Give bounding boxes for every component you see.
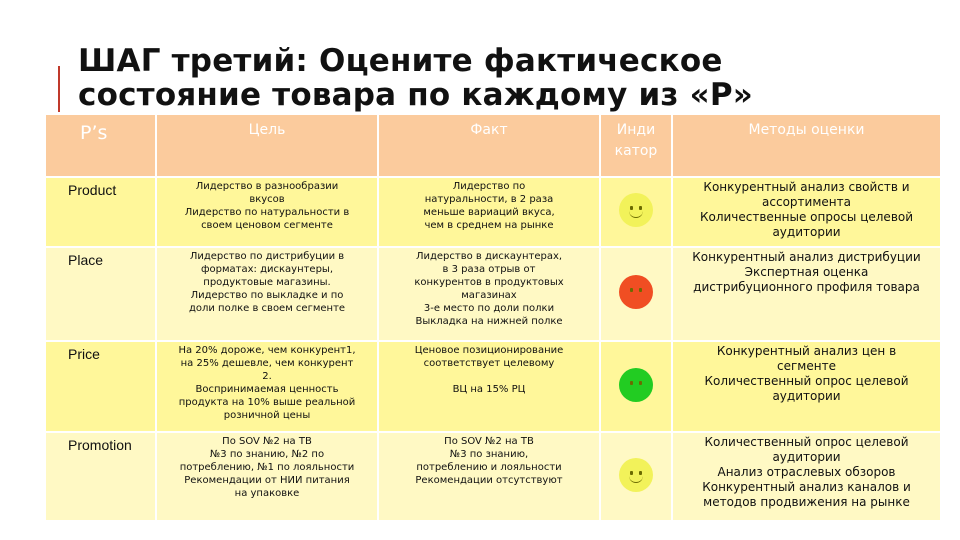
title-line-2: состояние товара по каждому из «Р»: [78, 77, 753, 113]
goal-cell-line: на 25% дешевле, чем конкурент: [180, 358, 354, 369]
p-label: Product: [45, 177, 156, 247]
p-label: Place: [45, 247, 156, 341]
yellow-face-icon: [619, 193, 653, 227]
methods-cell-line: Конкурентный анализ дистрибуции: [692, 250, 921, 264]
yellow-face-icon: [619, 458, 653, 492]
p-label: Promotion: [45, 432, 156, 521]
fact-cell-line: Выкладка на нижней полке: [415, 316, 563, 327]
goal-cell-line: Лидерство по натуральности в: [184, 207, 350, 218]
fact-cell-line: меньше вариаций вкуса,: [423, 207, 555, 218]
indicator-cell: [600, 341, 672, 432]
fact-cell-line: потреблению и лояльности: [416, 462, 562, 473]
red-face-icon: [619, 275, 653, 309]
methods-cell: [672, 247, 941, 341]
methods-cell: [672, 341, 941, 432]
header-methods: Методы оценки: [672, 114, 941, 177]
goal-cell-line: Лидерство по дистрибуции в: [189, 251, 345, 262]
fact-cell: [378, 432, 600, 521]
table-row: [45, 177, 941, 247]
header-goal: Цель: [156, 114, 378, 177]
methods-cell-line: Экспертная оценка: [744, 265, 869, 279]
fact-cell-line: конкурентов в продуктовых: [414, 277, 564, 288]
goal-cell-line: продукта на 10% выше реальной: [178, 397, 356, 408]
goal-cell-line: потреблению, №1 по лояльности: [179, 462, 355, 473]
methods-cell-line: Количественный опрос целевой: [704, 435, 909, 449]
goal-cell-line: Рекомендации от НИИ питания: [184, 475, 350, 486]
table-header-row: [45, 114, 941, 177]
fact-cell-line: соответствует целевому: [423, 358, 555, 369]
slide-title: [78, 44, 948, 112]
fact-cell-line: Лидерство по: [452, 181, 526, 192]
goal-cell-line: розничной цены: [223, 410, 311, 421]
fact-cell: [378, 177, 600, 247]
goal-cell: [156, 341, 378, 432]
goal-cell-line: По SOV №2 на ТВ: [222, 436, 312, 447]
goal-cell: [156, 432, 378, 521]
table-row: [45, 341, 941, 432]
fact-cell-line: По SOV №2 на ТВ: [444, 436, 534, 447]
goal-cell-line: На 20% дороже, чем конкурент1,: [178, 345, 356, 356]
methods-cell-line: дистрибуционного профиля товара: [693, 280, 920, 294]
goal-cell-line: доли полке в своем сегменте: [188, 303, 346, 314]
fact-cell: [378, 341, 600, 432]
methods-cell-line: Конкурентный анализ каналов и: [702, 480, 911, 494]
methods-cell-line: Анализ отраслевых обзоров: [717, 465, 896, 479]
goal-cell-line: Лидерство по выкладке и по: [190, 290, 344, 301]
fact-cell-line: натуральности, в 2 раза: [424, 194, 554, 205]
goal-cell-line: Лидерство в разнообразии: [195, 181, 339, 192]
green-face-icon: [619, 368, 653, 402]
fact-cell-line: ВЦ на 15% РЦ: [452, 384, 526, 395]
fact-cell-line: магазинах: [461, 290, 517, 301]
methods-cell-line: Конкурентный анализ цен в: [716, 344, 897, 358]
goal-cell: [156, 247, 378, 341]
methods-cell-line: Конкурентный анализ свойств и: [703, 180, 910, 194]
fact-cell-line: [383, 370, 595, 383]
methods-cell-line: аудитории: [772, 450, 841, 464]
goal-cell: [156, 177, 378, 247]
methods-cell-line: сегменте: [777, 359, 836, 373]
header-indicator: Инди катор: [600, 114, 672, 177]
fact-cell-line: Лидерство в дискаунтерах,: [415, 251, 563, 262]
goal-cell-line: на упаковке: [234, 488, 300, 499]
methods-cell: [672, 177, 941, 247]
fact-cell-line: 3-е место по доли полки: [423, 303, 555, 314]
goal-cell-line: 2.: [262, 371, 272, 382]
goal-cell-line: продуктовые магазины.: [203, 277, 331, 288]
p-label: Price: [45, 341, 156, 432]
header-fact: Факт: [378, 114, 600, 177]
assessment-table: [44, 113, 942, 522]
goal-cell-line: Воспринимаемая ценность: [195, 384, 339, 395]
table-row: [45, 432, 941, 521]
goal-cell-line: №3 по знанию, №2 по: [209, 449, 325, 460]
indicator-cell: [600, 432, 672, 521]
accent-line: [58, 66, 60, 112]
methods-cell-line: Количественный опрос целевой: [704, 374, 909, 388]
fact-cell-line: в 3 раза отрыв от: [442, 264, 536, 275]
indicator-cell: [600, 247, 672, 341]
methods-cell-line: аудитории: [772, 389, 841, 403]
methods-cell-line: Количественные опросы целевой: [699, 210, 914, 224]
fact-cell-line: чем в среднем на рынке: [424, 220, 554, 231]
methods-cell: [672, 432, 941, 521]
fact-cell: [378, 247, 600, 341]
title-line-1: ШАГ третий: Оцените фактическое: [78, 43, 723, 79]
table-row: [45, 247, 941, 341]
goal-cell-line: форматах: дискаунтеры,: [200, 264, 334, 275]
header-ps: P’s: [45, 114, 156, 177]
fact-cell-line: Ценовое позиционирование: [414, 345, 564, 356]
goal-cell-line: своем ценовом сегменте: [201, 220, 333, 231]
goal-cell-line: вкусов: [249, 194, 285, 205]
indicator-cell: [600, 177, 672, 247]
methods-cell-line: ассортимента: [762, 195, 851, 209]
methods-cell-line: аудитории: [772, 225, 841, 239]
fact-cell-line: Рекомендации отсутствуют: [415, 475, 563, 486]
fact-cell-line: №3 по знанию,: [449, 449, 529, 460]
methods-cell-line: методов продвижения на рынке: [703, 495, 910, 509]
